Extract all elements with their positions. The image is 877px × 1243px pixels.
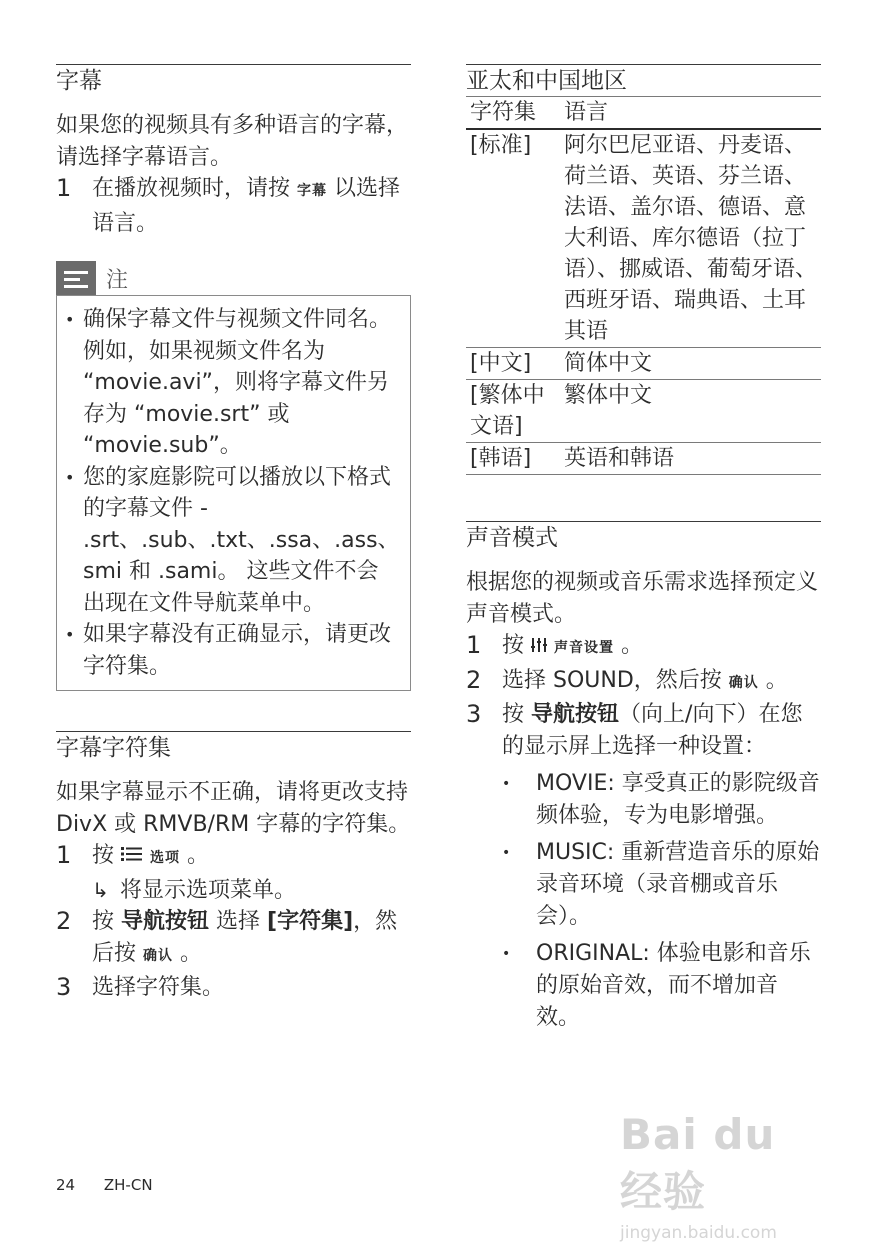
sound-section-title: 声音模式 [466, 521, 821, 553]
step-number: 3 [56, 973, 72, 1001]
note-item [65, 462, 400, 620]
list-item [502, 837, 821, 933]
note-item-text: 确保字幕文件与视频文件同名。 例如，如果视频文件名为 “movie.avi”，则将字幕文件另存为 “movie.srt” 或 “movie.sub”。 [83, 307, 392, 458]
step-text: 选择 SOUND，然后按 [502, 667, 722, 693]
step-number: 3 [466, 700, 482, 728]
watermark-url: jingyan.baidu.com [620, 1223, 777, 1243]
note-header [56, 261, 411, 295]
table-cell-charset: [标准] [466, 129, 560, 348]
step-text: 选择 [216, 909, 261, 934]
step-number: 2 [466, 665, 482, 694]
table-cell-charset: [中文] [466, 348, 560, 380]
sound-step-1 [466, 630, 821, 665]
step-text: 在播放视频时，请按 [92, 176, 291, 201]
baidu-watermark [620, 1110, 820, 1243]
note-label: 注 [106, 267, 129, 293]
note-item [65, 619, 400, 682]
table-cell-charset: [繁体中文语] [466, 380, 560, 443]
step-text: ，然后按 [92, 909, 398, 966]
step-text: 按 [92, 909, 115, 934]
charset-step-2 [56, 906, 411, 972]
step-text: 以选择语言。 [92, 176, 401, 236]
subtitle-intro: 如果您的视频具有多种语言的字幕，请选择字幕语言。 [56, 113, 409, 170]
note-icon [56, 261, 96, 295]
result-arrow-icon: ↳ [92, 877, 109, 902]
step-text: 按 [502, 633, 525, 658]
table-row [466, 443, 821, 475]
mode-name: MUSIC [536, 840, 607, 865]
bullet-icon: • [502, 845, 511, 861]
sound-settings-key-label: 声音设置 [554, 640, 615, 656]
list-item [502, 768, 821, 832]
step-text: 。 [765, 667, 788, 693]
watermark-logo: Bai du 经验 [620, 1110, 776, 1216]
table-header-row [466, 97, 821, 130]
table-row [466, 129, 821, 348]
sound-intro: 根据您的视频或音乐需求选择预定义声音模式。 [466, 570, 819, 627]
step-text: 。 [621, 633, 644, 658]
charset-table [466, 96, 821, 475]
page-footer [56, 1176, 153, 1194]
table-row [466, 380, 821, 443]
bullet-icon: • [65, 625, 75, 644]
table-cell-charset: [韩语] [466, 443, 560, 475]
charset-step-1 [56, 840, 411, 875]
subtitle-key-label: 字幕 [297, 183, 328, 199]
table-cell-language: 阿尔巴尼亚语、丹麦语、荷兰语、英语、芬兰语、法语、盖尔语、德语、意大利语、库尔德语（拉丁语）、挪威语、葡萄牙语、西班牙语、瑞典语、土耳其语 [560, 129, 821, 348]
result-text: 将显示选项菜单。 [120, 877, 297, 903]
nav-button-label: 导航按钮 [121, 909, 210, 934]
step-number: 1 [56, 841, 72, 869]
step-text: 选择字符集。 [92, 975, 225, 1000]
sound-mode-list [502, 768, 821, 1034]
step-text: 。 [180, 940, 203, 966]
charset-section-title: 字幕字符集 [56, 731, 411, 763]
mode-desc: : 体验电影和音乐的原始音效，而不增加音效。 [536, 941, 811, 1030]
step-number: 1 [56, 174, 72, 202]
region-title: 亚太和中国地区 [466, 64, 821, 96]
table-header-language: 语言 [560, 97, 821, 130]
page-number: 24 [56, 1176, 76, 1194]
table-header-charset: 字符集 [466, 97, 560, 130]
mode-desc: : 重新营造音乐的原始录音环境（录音棚或音乐会）。 [536, 840, 820, 929]
table-cell-language: 简体中文 [560, 348, 821, 380]
step-result [56, 875, 411, 907]
table-row [466, 348, 821, 380]
charset-steps [56, 840, 411, 1004]
note-item-text: 如果字幕没有正确显示，请更改字符集。 [83, 622, 392, 679]
mode-name: ORIGINAL [536, 941, 643, 966]
language-code: ZH-CN [103, 1176, 153, 1194]
subtitle-steps [56, 173, 411, 239]
step-text: 按 [92, 843, 115, 868]
sound-steps [466, 630, 821, 762]
ok-key-label: 确认 [728, 674, 759, 691]
bullet-icon: • [502, 946, 511, 962]
ok-key-label: 确认 [143, 947, 174, 964]
options-key-label: 选项 [150, 850, 181, 866]
sound-step-3 [466, 699, 821, 762]
charset-intro: 如果字幕显示不正确，请将更改支持 DivX 或 RMVB/RM 字幕的字符集。 [56, 780, 411, 837]
charset-step-3 [56, 972, 411, 1004]
bullet-icon: • [65, 467, 75, 487]
list-icon [121, 843, 150, 868]
note-item [65, 304, 400, 462]
table-cell-language: 繁体中文 [560, 380, 821, 443]
right-column [466, 64, 821, 1039]
note-item-text: 您的家庭影院可以播放以下格式的字幕文件 - .srt、.sub、.txt、.ssa、.ass、smi 和 .sami。 这些文件不会出现在文件导航菜单中。 [83, 464, 400, 616]
charset-option-label: [字符集] [267, 909, 354, 934]
table-cell-language: 英语和韩语 [560, 443, 821, 475]
note-box [56, 295, 411, 691]
step-number: 2 [56, 907, 72, 935]
nav-button-label: 导航按钮 [531, 702, 620, 727]
sound-step-2 [466, 665, 821, 700]
subtitle-section-title: 字幕 [56, 64, 411, 96]
subtitle-step-1 [56, 173, 411, 239]
bullet-icon: • [65, 310, 75, 329]
left-column [56, 64, 411, 1004]
step-text: 。 [187, 843, 210, 868]
step-text: （向上/向下）在您的显示屏上选择一种设置： [502, 702, 803, 759]
mode-desc: : 享受真正的影院级音频体验，专为电影增强。 [536, 771, 820, 828]
bullet-icon: • [502, 776, 511, 792]
list-item [502, 938, 821, 1034]
step-number: 1 [466, 631, 482, 659]
step-text: 按 [502, 702, 525, 727]
mode-name: MOVIE [536, 771, 608, 796]
equalizer-icon [531, 633, 554, 658]
